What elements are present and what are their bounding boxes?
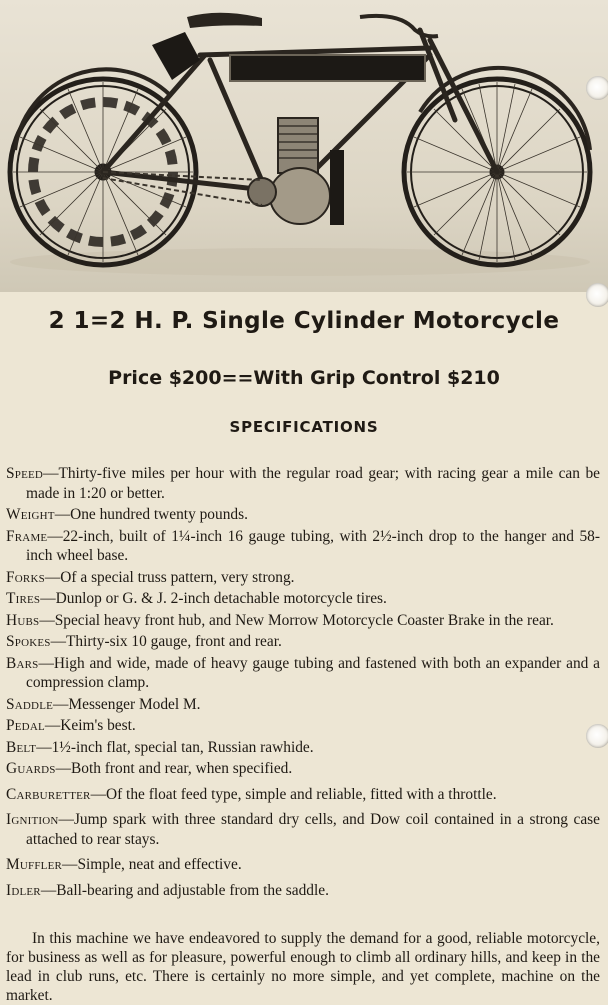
spec-item-tires <box>6 589 600 609</box>
spec-text: —Ball-bearing and adjustable from the saddle. <box>40 881 329 899</box>
spec-term: Saddle <box>6 695 54 713</box>
spec-term: Guards <box>6 760 56 777</box>
price-line: Price $200==With Grip Control $210 <box>108 367 500 389</box>
spec-item-bars <box>6 654 600 693</box>
spec-item-weight <box>6 505 600 525</box>
spec-text: —High and wide, made of heavy gauge tubing and fastened with both an expander and a compression clamp. <box>26 654 600 691</box>
spec-term: Spokes <box>6 633 51 650</box>
spec-term: Idler <box>6 881 41 899</box>
motorcycle-illustration <box>0 0 608 292</box>
spec-item-forks <box>6 568 600 588</box>
binder-hole-top <box>586 76 608 100</box>
spec-item-speed <box>6 464 600 503</box>
spec-text: —22-inch, built of 1¼-inch 16 gauge tubing, with 2½-inch drop to the hanger and 58-inch wheel base. <box>26 527 600 564</box>
spec-text: —Both front and rear, when specified. <box>55 760 293 777</box>
binder-hole-middle <box>586 283 608 307</box>
spec-term: Muffler <box>6 856 63 873</box>
spec-text: —Messenger Model M. <box>53 695 201 713</box>
spec-text: —Dunlop or G. & J. 2-inch detachable motorcycle tires. <box>40 590 387 607</box>
spec-text: —One hundred twenty pounds. <box>54 506 248 523</box>
spec-text: —Of a special truss pattern, very strong. <box>44 568 295 586</box>
spec-text: —Of the float feed type, simple and reliable, fitted with a throttle. <box>90 785 497 803</box>
spec-item-muffler <box>6 855 600 875</box>
spec-text: —Keim's best. <box>44 717 136 734</box>
spec-term: Carburetter <box>6 785 91 803</box>
spec-item-idler <box>6 881 600 901</box>
spec-item-ignition <box>6 810 600 849</box>
motorcycle-photo <box>0 0 608 292</box>
spec-item-spokes <box>6 632 600 652</box>
spec-term: Pedal <box>6 717 45 734</box>
spec-text: —Jump spark with three standard dry cells, and Dow coil contained in a strong case attached to rear stays. <box>26 811 600 848</box>
spec-term: Ignition <box>6 811 59 828</box>
spec-text: —Special heavy front hub, and New Morrow Motorcycle Coaster Brake in the rear. <box>39 611 554 629</box>
spec-term: Bars <box>6 654 39 672</box>
spec-text: —1½-inch flat, special tan, Russian rawhide. <box>36 738 314 756</box>
spec-term: Speed <box>6 465 44 482</box>
spec-item-carburetter <box>6 785 600 805</box>
spec-term: Belt <box>6 738 37 756</box>
spec-term: Hubs <box>6 611 40 629</box>
spec-item-guards <box>6 759 600 779</box>
spec-item-saddle <box>6 695 600 715</box>
description-paragraph: In this machine we have endeavored to supply the demand for a good, reliable motorcycle, for business as well as for pleasure, powerful enough to climb all ordinary hills, and keep in the lead in club runs, etc. There is certainly no more simple, and yet complete, machine on the market. <box>6 930 600 1004</box>
page-title: 2 1=2 H. P. Single Cylinder Motorcycle <box>48 308 560 334</box>
spec-text: —Thirty-five miles per hour with the regular road gear; with racing gear a mile can be made in 1:20 or better. <box>26 465 600 502</box>
specifications-list <box>6 464 600 900</box>
spec-item-pedal <box>6 716 600 736</box>
spec-term: Weight <box>6 506 55 523</box>
spec-term: Frame <box>6 527 48 545</box>
spec-item-frame <box>6 527 600 566</box>
spec-item-belt <box>6 738 600 758</box>
spec-item-hubs <box>6 611 600 631</box>
spec-term: Tires <box>6 590 41 607</box>
spec-text: —Thirty-six 10 gauge, front and rear. <box>50 633 282 650</box>
spec-term: Forks <box>6 568 45 586</box>
spec-text: —Simple, neat and effective. <box>62 856 242 873</box>
specifications-heading: SPECIFICATIONS <box>229 418 379 436</box>
